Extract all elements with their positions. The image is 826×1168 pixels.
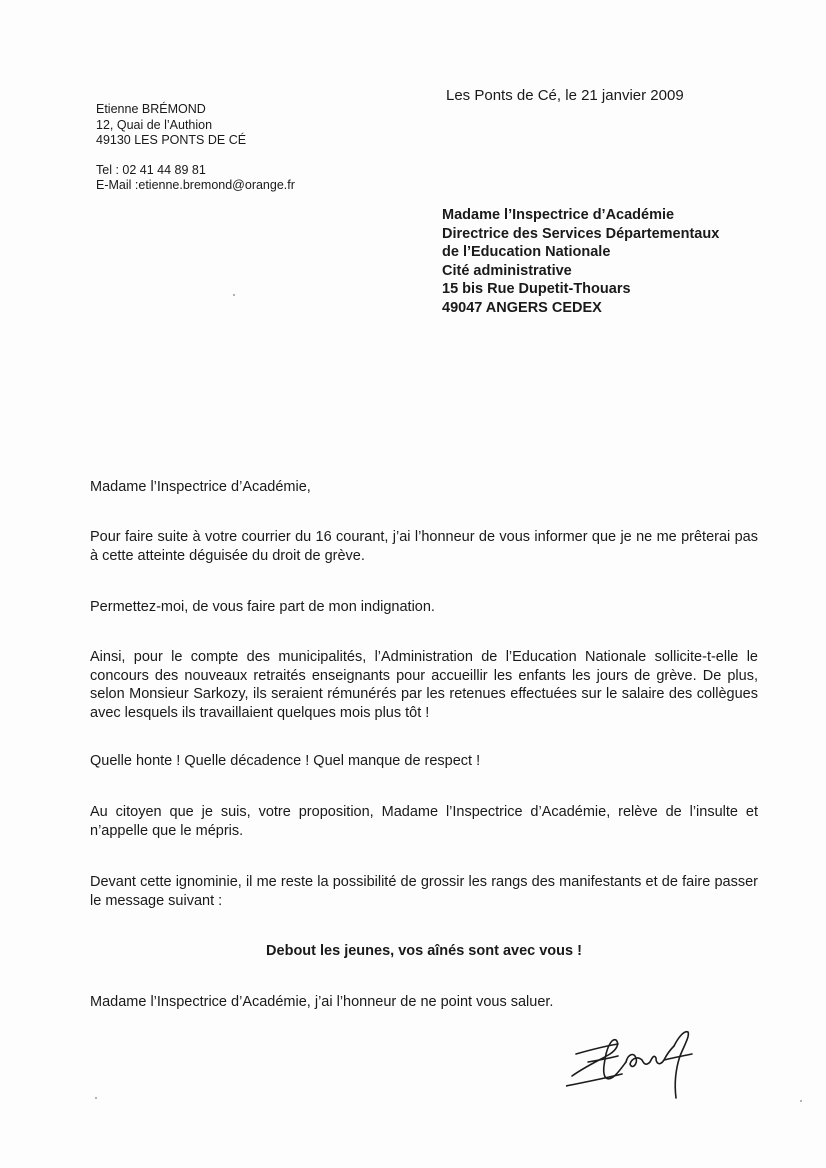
paragraph: Devant cette ignominie, il me reste la possibilité de grossir les rangs des manifestants et de faire passer le message suivant : <box>90 874 758 909</box>
paragraph: Au citoyen que je suis, votre proposition, Madame l’Inspectrice d’Académie, relève de l’insulte et n’appelle que le mépris. <box>90 804 758 839</box>
recipient-line: Madame l’Inspectrice d’Académie <box>442 207 675 223</box>
handwritten-signature-icon <box>566 1020 716 1110</box>
date-line: Les Ponts de Cé, le 21 janvier 2009 <box>446 87 684 104</box>
slogan: Debout les jeunes, vos aînés sont avec vous ! <box>266 943 582 959</box>
scan-speck <box>233 294 235 296</box>
recipient-line: de l’Education Nationale <box>442 244 611 260</box>
sender-name: Etienne BRÉMOND <box>96 102 206 116</box>
sender-tel: Tel : 02 41 44 89 81 <box>96 162 206 177</box>
paragraph: Ainsi, pour le compte des municipalités, l’Administration de l’Education Nationale sollicite-t-elle le concours des nouveaux retraités enseignants pour accueillir les enfants les jours de grève. De plus, selon Monsieur Sarkozy, ils seraient rémunérés par les retenues effectuées sur le salaire des collègues avec lesquels ils travaillaient quelques mois plus tôt ! <box>90 649 758 721</box>
salutation: Madame l’Inspectrice d’Académie, <box>90 479 311 495</box>
sender-city: 49130 LES PONTS DE CÉ <box>96 133 247 147</box>
recipient-block <box>442 206 719 317</box>
recipient-line: 49047 ANGERS CEDEX <box>442 299 602 316</box>
scan-speck <box>95 1097 97 1099</box>
recipient-line: 15 bis Rue Dupetit-Thouars <box>442 281 631 297</box>
paragraph: Quelle honte ! Quelle décadence ! Quel manque de respect ! <box>90 753 481 769</box>
closing-line: Madame l’Inspectrice d’Académie, j’ai l’honneur de ne point vous saluer. <box>90 994 554 1010</box>
sender-block <box>96 102 295 194</box>
sender-email: E-Mail :etienne.bremond@orange.fr <box>96 178 295 192</box>
paragraph: Permettez-moi, de vous faire part de mon indignation. <box>90 599 435 615</box>
sender-street: 12, Quai de l’Authion <box>96 117 213 132</box>
paragraph: Pour faire suite à votre courrier du 16 courant, j’ai l’honneur de vous informer que je ne me prêterai pas à cette atteinte déguisée du droit de grève. <box>90 529 758 564</box>
scan-speck <box>800 1100 802 1102</box>
recipient-line: Cité administrative <box>442 262 572 279</box>
recipient-line: Directrice des Services Départementaux <box>442 225 720 242</box>
